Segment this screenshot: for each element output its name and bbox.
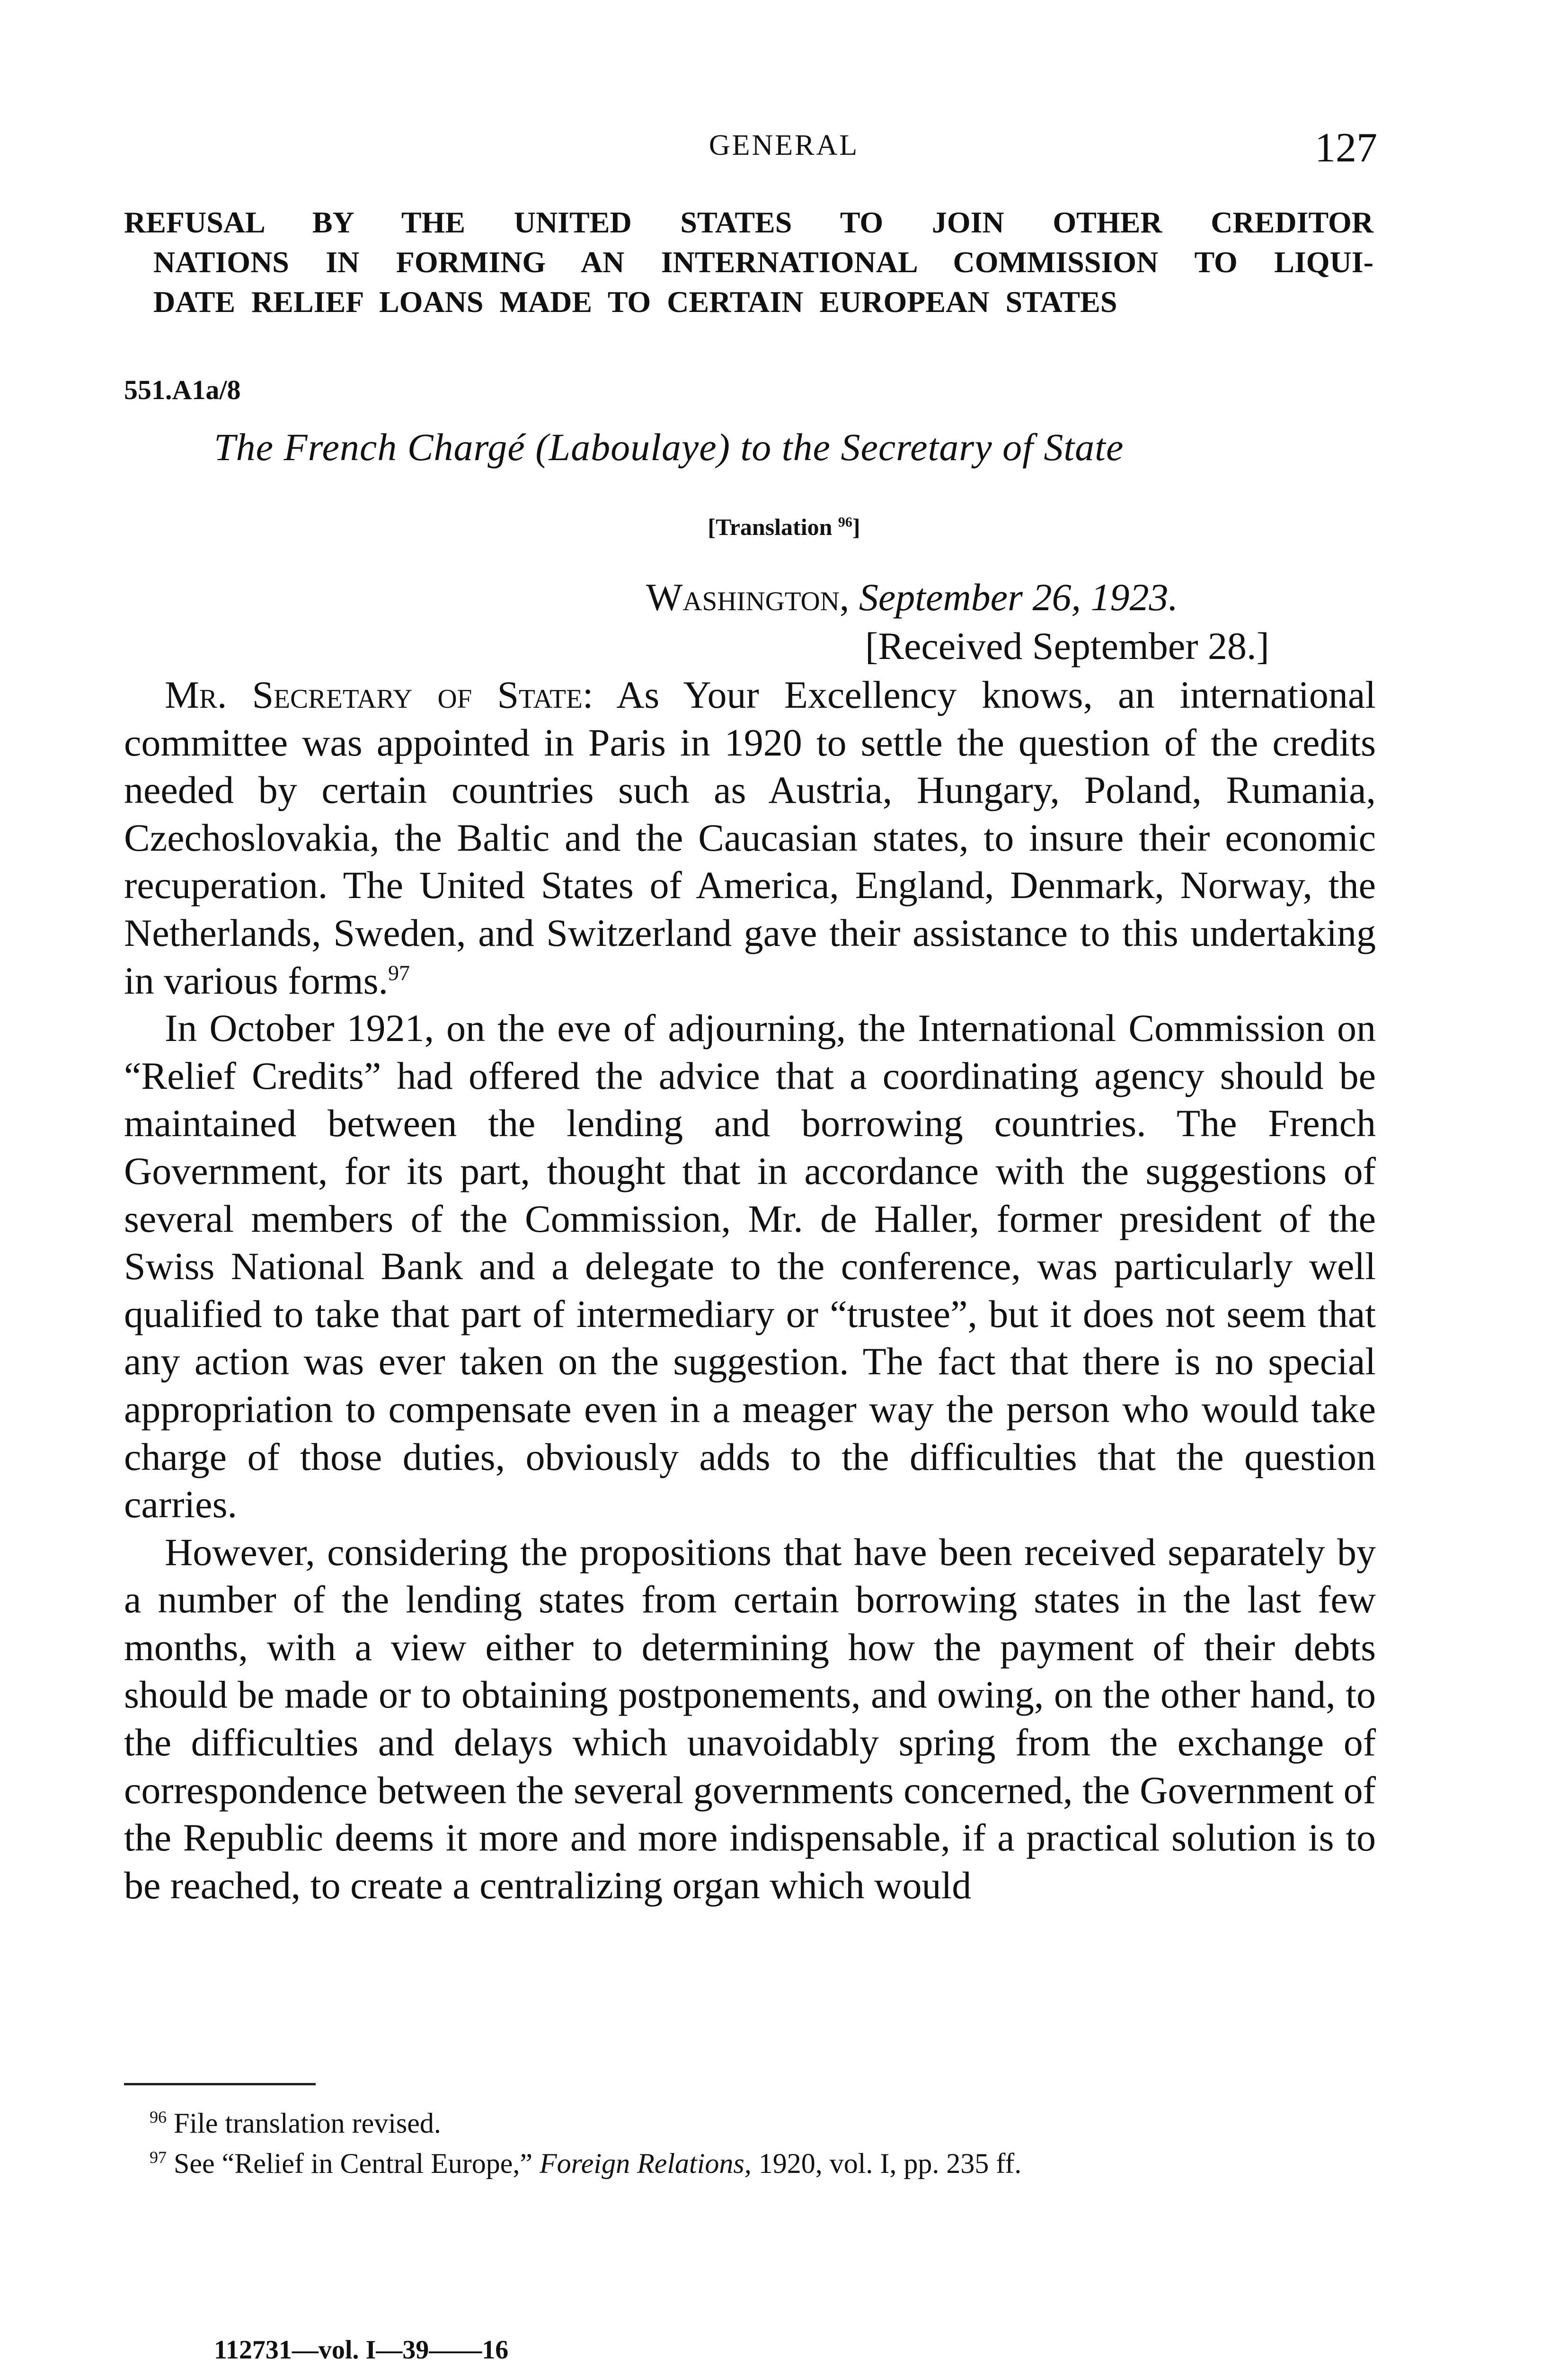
translation-note-text: [Translation — [708, 514, 833, 540]
footnote-text: See “Relief in Central Europe,” — [174, 2148, 540, 2179]
file-reference: 551.A1a/8 — [124, 374, 241, 405]
salutation: Mr. Secretary of State: — [165, 673, 594, 716]
footnote-96 — [150, 2100, 1380, 2140]
document-heading: The French Chargé (Laboulaye) to the Secretary of State — [214, 426, 1124, 469]
footnote-italic-title: Foreign Relations, — [540, 2148, 752, 2179]
footnote-text-end: 1920, vol. I, pp. 235 ff. — [751, 2148, 1022, 2179]
translation-note-close: ] — [852, 514, 860, 540]
running-head — [0, 124, 1568, 176]
footnote-marker: 97 — [150, 2148, 167, 2167]
paragraph-1-text: As Your Excellency knows, an international committee was appointed in Paris in 1920 to settle the question of the credits needed by certain countries such as Austria, Hungary, Poland, Rumania, Czechoslovakia, the Baltic and the Caucasian states, to insure their economic recuperation. The United States of America, England, Denmark, Norway, the Netherlands, Sweden, and Switzerland gave their assistance to this undertaking in various forms. — [124, 673, 1376, 1002]
dateline-city: Washington, — [646, 576, 850, 619]
running-head-section: GENERAL — [709, 129, 859, 161]
footnote-97 — [150, 2140, 1380, 2180]
letter-body — [124, 671, 1376, 1909]
dateline — [646, 575, 1178, 620]
paragraph-2: In October 1921, on the eve of adjourning, the International Commission on “Relief Credits” had offered the advice that a coordinating agency should be maintained between the lending and borrowing countries. The French Government, for its part, thought that in accordance with the suggestions of several members of the Commission, Mr. de Haller, former president of the Swiss National Bank and a delegate to the conference, was particularly well qualified to take that part of intermediary or “trustee”, but it does not seem that any action was ever taken on the suggestion. The fact that there is no special appropriation to compensate even in a meager way the person who would take charge of those duties, obviously adds to the difficulties that the question carries. — [124, 1006, 1376, 1526]
section-title — [124, 203, 1373, 322]
section-title-line-3: DATE RELIEF LOANS MADE TO CERTAIN EUROPEAN STATES — [153, 285, 1117, 319]
printer-imprint: 112731—vol. I—39——16 — [214, 2335, 509, 2365]
section-title-line-1: REFUSAL BY THE UNITED STATES TO JOIN OTHER CREDITOR — [124, 205, 1373, 239]
footnote-divider — [124, 2083, 316, 2085]
footnote-ref-96: 96 — [838, 514, 852, 530]
footnote-marker: 96 — [150, 2108, 167, 2127]
translation-note — [0, 513, 1568, 541]
section-title-line-2: NATIONS IN FORMING AN INTERNATIONAL COMMISSION TO LIQUI- — [153, 245, 1373, 279]
page-number: 127 — [1315, 125, 1377, 171]
footnote-text: File translation revised. — [174, 2108, 441, 2139]
footnotes — [150, 2100, 1380, 2180]
received-date: [Received September 28.] — [865, 624, 1269, 667]
paragraph-1 — [124, 671, 1376, 1005]
paragraph-3: However, considering the propositions that have been received separately by a number of the lending states from certain borrowing states in the last few months, with a view either to determining how the payment of their debts should be made or to obtaining postponements, and owing, on the other hand, to the difficulties and delays which unavoidably spring from the exchange of correspondence between the several governments concerned, the Government of the Republic deems it more and more indispensable, if a practical solution is to be reached, to create a centralizing organ which would — [124, 1530, 1376, 1907]
dateline-date: September 26, 1923. — [859, 576, 1178, 619]
footnote-ref-97: 97 — [388, 961, 410, 985]
